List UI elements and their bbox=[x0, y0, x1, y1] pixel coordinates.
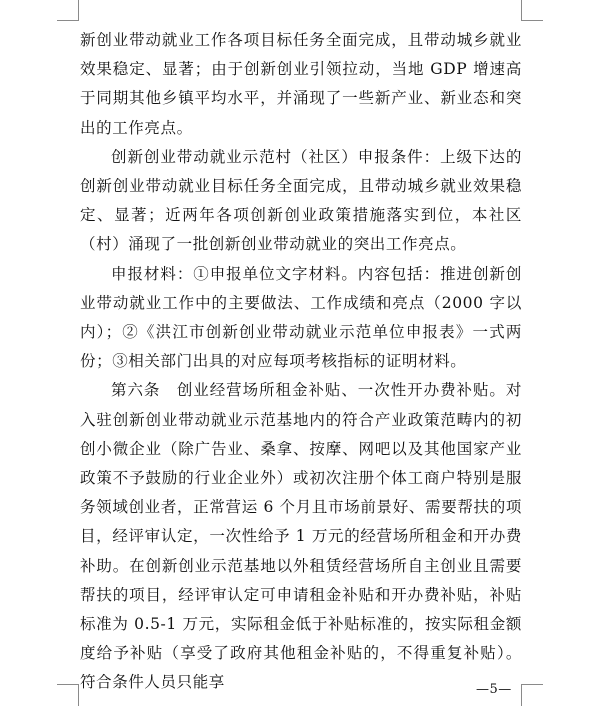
paragraph-application-materials: 申报材料：①申报单位文字材料。内容包括：推进创新创业带动就业工作中的主要做法、工作成绩和亮点（2000 字以内）；②《洪江市创新创业带动就业示范单位申报表》一式两份；③相关部门出具的对应每项考核指标的证明材料。 bbox=[80, 264, 522, 371]
crop-mark-top-left-vertical bbox=[78, 0, 79, 21]
crop-mark-bottom-left-vertical bbox=[78, 684, 79, 706]
paragraph-continuation: 新创业带动就业工作各项目标任务全面完成，且带动城乡就业效果稳定、显著；由于创新创业引领拉动，当地 GDP 增速高于同期其他乡镇平均水平，并涌现了一些新产业、新业态和突出的工作亮点。 bbox=[80, 31, 522, 137]
crop-mark-top-left-horizontal bbox=[57, 20, 79, 21]
crop-mark-bottom-right-horizontal bbox=[521, 684, 543, 685]
article-six-body: 对入驻创新创业带动就业示范基地内的符合产业政策范畴内的初创小微企业（除广告业、桑拿、按摩、网吧以及其他国家产业政策不予鼓励的行业企业外）或初次注册个体工商户特别是服务领域创业者，正常营运 6 个月且市场前景好、需要帮扶的项目，经评审认定，一次性给予 1 万元的经营场所租金和开办费补助。在创新创业示范基地以外租赁经营场所自主创业且需要帮扶的项目，经评审认定可申请租金补贴和开办费补贴，补贴标准为 0.5-1 万元，实际租金低于补贴标准的，按实际租金额度给予补贴（享受了政府其他租金补贴的，不得重复补贴）。符合条件人员只能享 bbox=[80, 381, 522, 692]
crop-mark-bottom-left-horizontal bbox=[57, 684, 79, 685]
article-six-heading: 第六条 创业经营场所租金补贴、一次性开办费补贴。 bbox=[111, 381, 506, 400]
crop-mark-top-right-vertical bbox=[521, 0, 522, 21]
paragraph-article-six bbox=[80, 376, 522, 697]
document-body bbox=[80, 26, 522, 698]
paragraph-demonstration-village-conditions: 创新创业带动就业示范村（社区）申报条件：上级下达的创新创业带动就业目标任务全面完成，且带动城乡就业效果稳定、显著；近两年各项创新创业政策措施落实到位，本社区（村）涌现了一批创新创业带动就业的突出工作亮点。 bbox=[80, 147, 522, 254]
crop-mark-top-right-horizontal bbox=[521, 20, 543, 21]
page-number: —5— bbox=[476, 682, 512, 697]
